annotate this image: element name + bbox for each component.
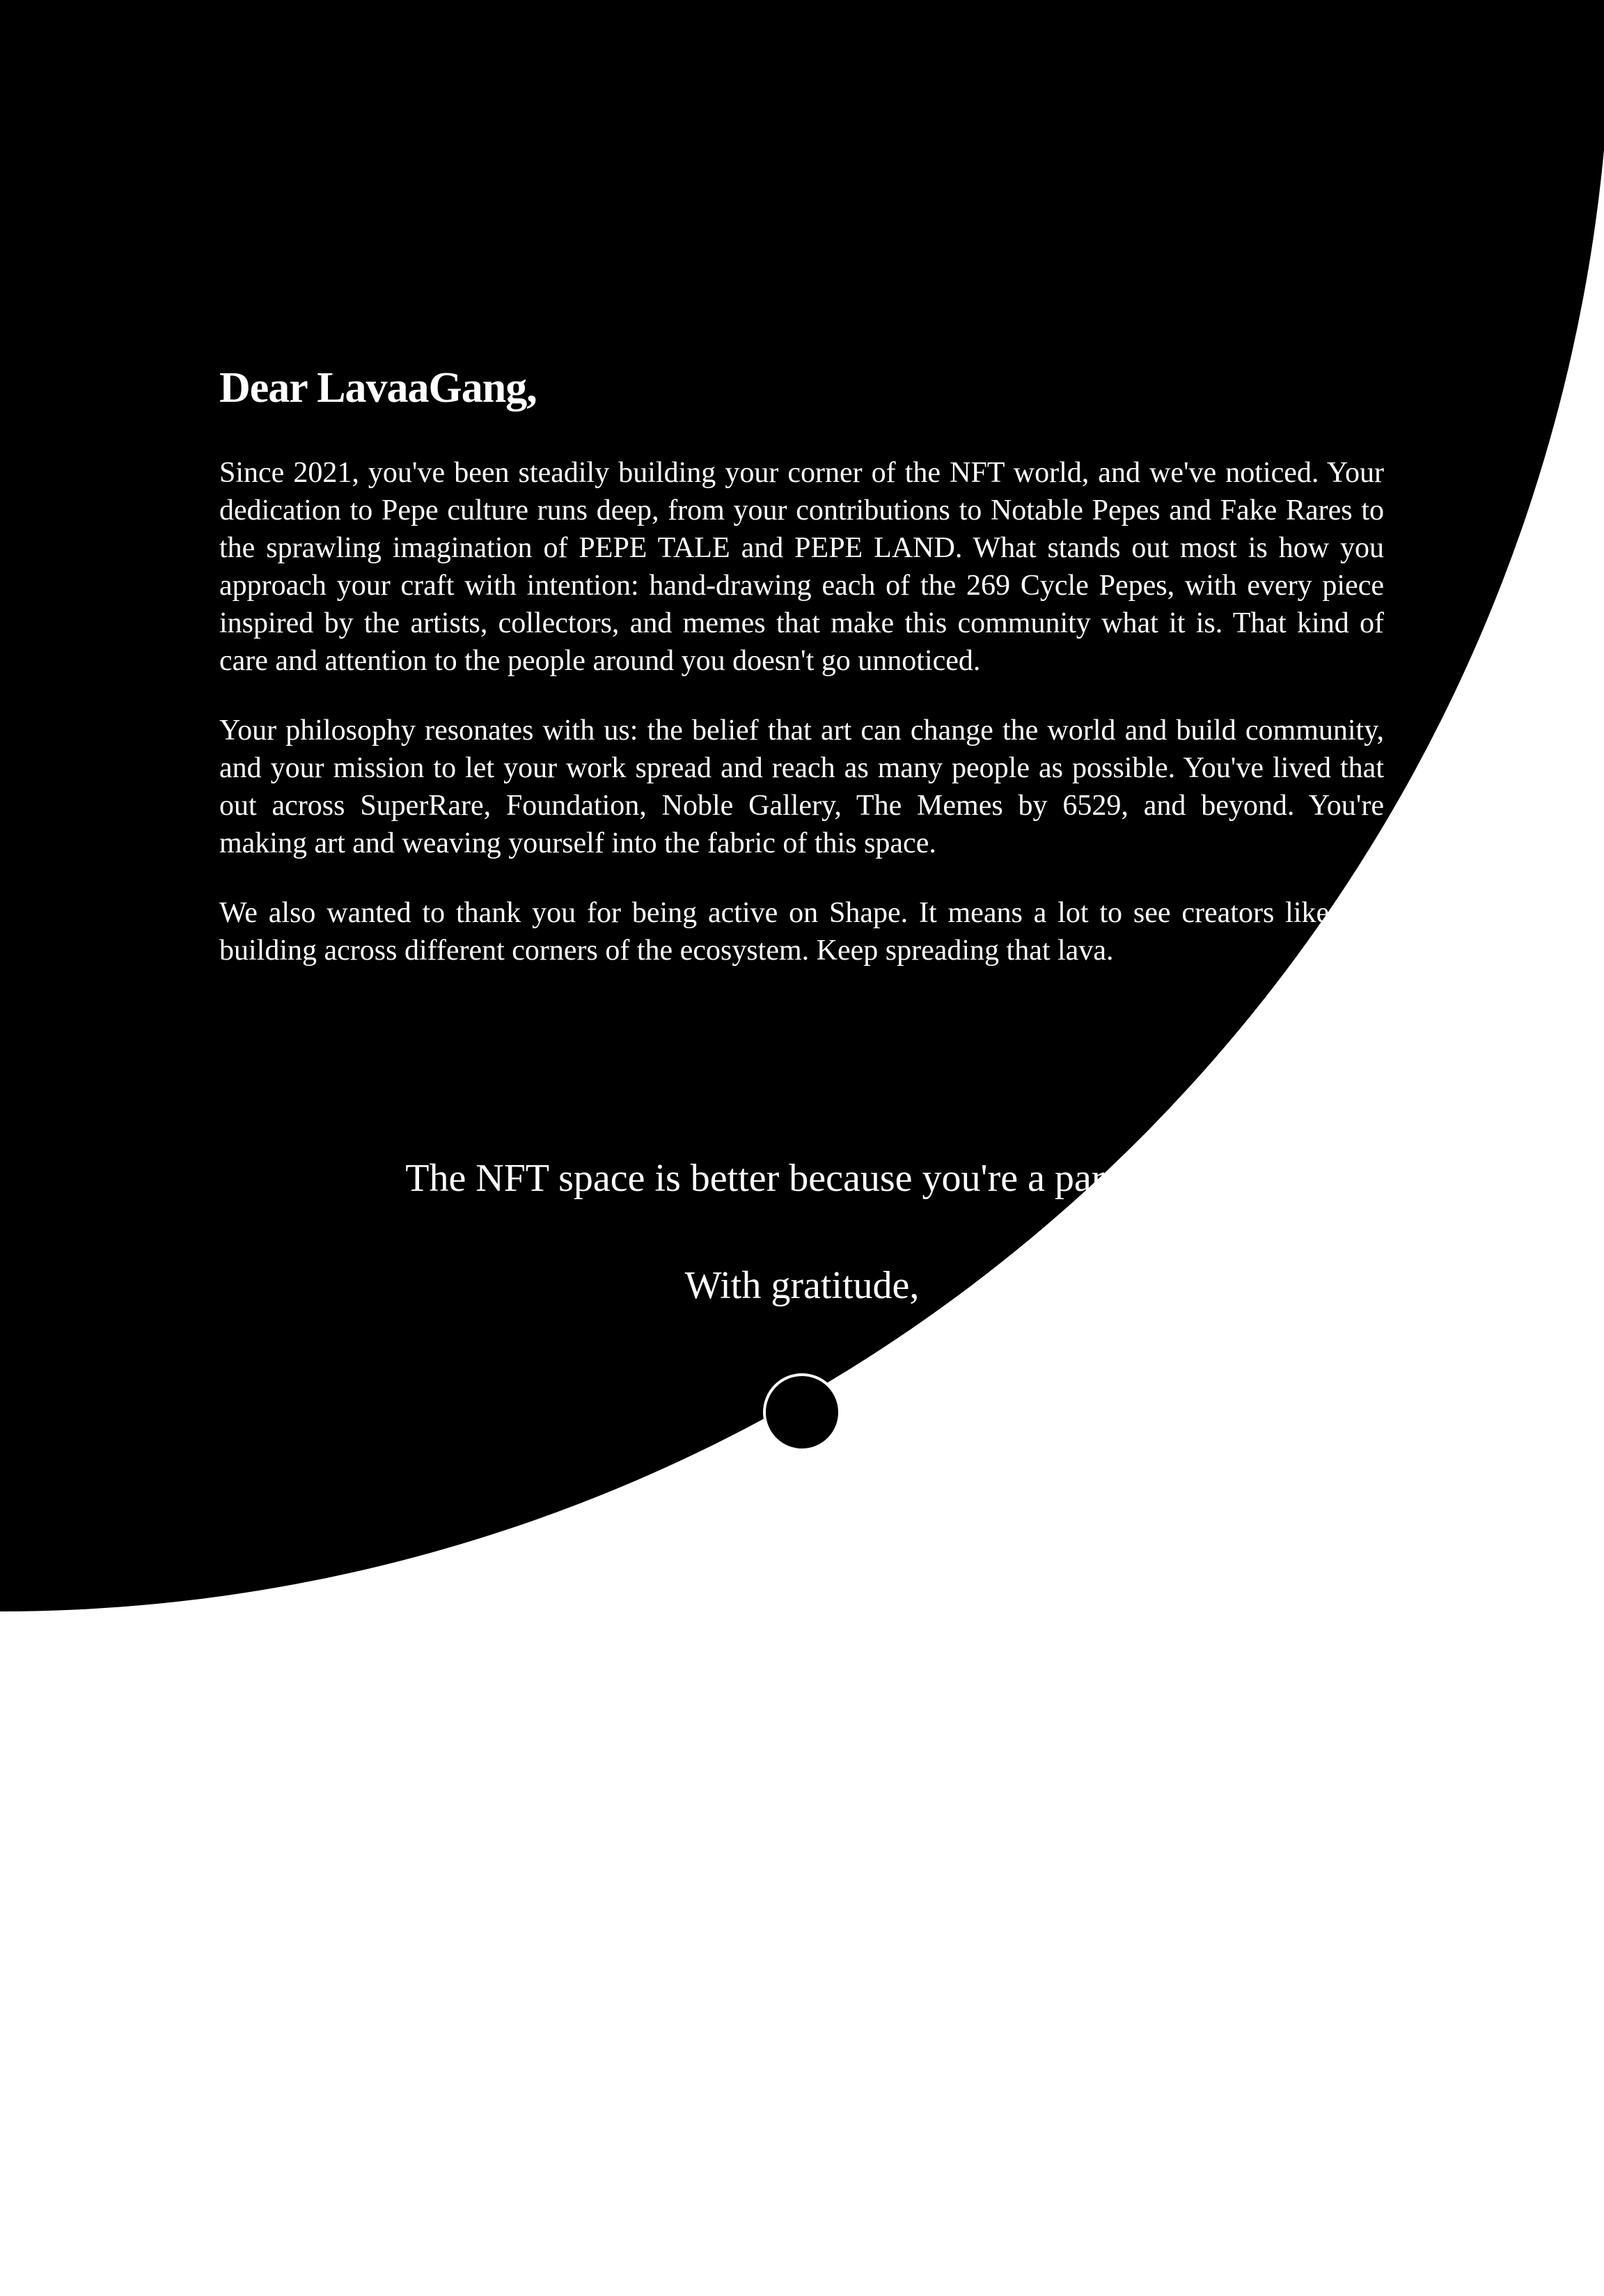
paragraph-2: Your philosophy resonates with us: the belief that art can change the world and build community, and your mission to let your work spread and reach as many people as possible. You've lived that out across SuperRare, Foundation, Noble Gallery, The Memes by 6529, and beyond. You're making art and weaving yourself into the fabric of this space.: [219, 714, 1384, 860]
greeting-heading: Dear LavaaGang,: [219, 364, 537, 412]
closing-line: The NFT space is better because you're a part of it.: [405, 1157, 1199, 1200]
signoff: With gratitude,: [684, 1264, 920, 1307]
circle-dot-icon: [763, 1373, 841, 1451]
paragraph-3: We also wanted to thank you for being active on Shape. It means a lot to see creators like you building across different corners of the ecosystem. Keep spreading that lava.: [219, 897, 1384, 967]
paragraph-1: Since 2021, you've been steadily building your corner of the NFT world, and we've noticed. Your dedication to Pepe culture runs deep, from your contributions to Notable Pepes and Fake Rares to the sprawling imagination of PEPE TALE and PEPE LAND. What stands out most is how you approach your craft with intention: hand-drawing each of the 269 Cycle Pepes, with every piece inspired by the artists, collectors, and memes that make this community what it is. That kind of care and attention to the people around you doesn't go unnoticed.: [219, 457, 1384, 678]
letter-body: [219, 362, 1384, 1001]
